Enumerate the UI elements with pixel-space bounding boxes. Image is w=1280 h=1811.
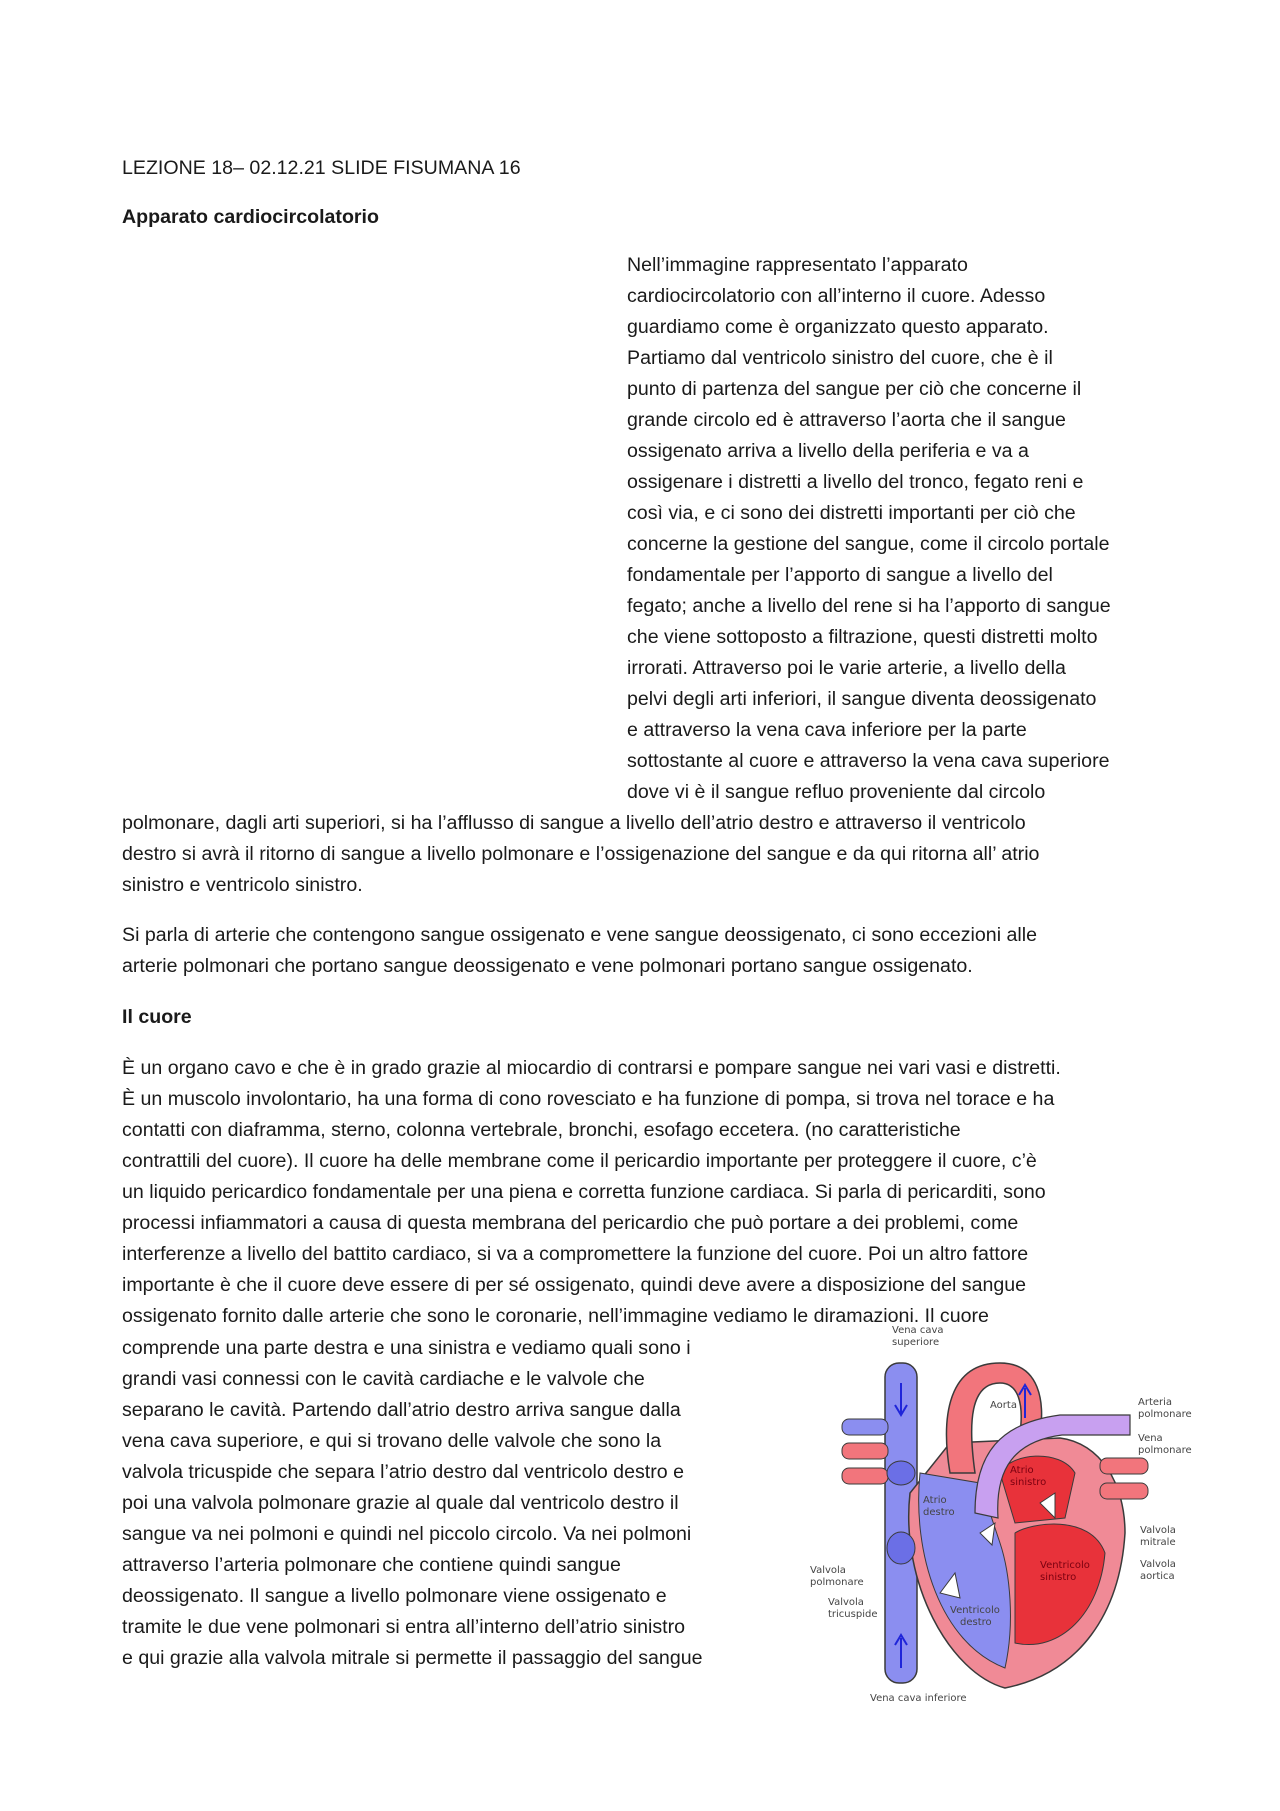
lesson-header: LEZIONE 18– 02.12.21 SLIDE FISUMANA 16 (122, 157, 521, 179)
heart-diagram (800, 1323, 1200, 1713)
pulmonary-vein-left-1 (842, 1443, 888, 1459)
label-atrio-sinistro-1: Atrio (1010, 1465, 1034, 1476)
text-line: valvola tricuspide che separa l’atrio destro dal ventricolo destro e (122, 1461, 684, 1483)
text-line: contatti con diaframma, sterno, colonna vertebrale, bronchi, esofago eccetera. (no caratteristiche (122, 1119, 961, 1141)
text-line: processi infiammatori a causa di questa membrana del pericardio che può portare a dei problemi, come (122, 1212, 1019, 1234)
intro-paragraph-continuation (122, 808, 1162, 901)
text-line: dove vi è il sangue refluo proveniente dal circolo (627, 781, 1046, 803)
text-line: così via, e ci sono dei distretti importanti per ciò che (627, 502, 1076, 524)
heart-paragraph-wrapped (122, 1333, 762, 1674)
label-valvola-polmonare-2: polmonare (810, 1577, 864, 1588)
valve-circle-lower (887, 1532, 915, 1564)
text-line: deossigenato. Il sangue a livello polmonare viene ossigenato e (122, 1585, 667, 1607)
pulmonary-vein-right-2 (1100, 1483, 1148, 1499)
label-atrio-destro-1: Atrio (923, 1495, 947, 1506)
label-vena-cava-sup-1: Vena cava (892, 1325, 944, 1336)
text-line: sinistro e ventricolo sinistro. (122, 874, 363, 896)
text-line: grandi vasi connessi con le cavità cardiache e le valvole che (122, 1368, 645, 1390)
text-line: vena cava superiore, e qui si trovano delle valvole che sono la (122, 1430, 662, 1452)
label-valvola-mitrale-1: Valvola (1140, 1525, 1176, 1536)
label-vena-cava-inferiore: Vena cava inferiore (870, 1693, 967, 1704)
text-line: È un muscolo involontario, ha una forma di cono rovesciato e ha funzione di pompa, si trova nel torace e ha (122, 1088, 1055, 1110)
label-valvola-tricuspide-1: Valvola (828, 1597, 864, 1608)
text-line: irrorati. Attraverso poi le varie arterie, a livello della (627, 657, 1066, 679)
text-line: cardiocircolatorio con all’interno il cuore. Adesso (627, 285, 1046, 307)
text-line: interferenze a livello del battito cardiaco, si va a compromettere la funzione del cuore. Poi un altro fattore (122, 1243, 1029, 1265)
pulmonary-vein-left-2 (842, 1468, 888, 1484)
label-ventricolo-destro-2: destro (960, 1617, 992, 1628)
text-line: È un organo cavo e che è in grado grazie al miocardio di contrarsi e pompare sangue nei vari vasi e distretti. (122, 1057, 1061, 1079)
text-line: guardiamo come è organizzato questo apparato. (627, 316, 1049, 338)
text-line: comprende una parte destra e una sinistra e vediamo quali sono i (122, 1337, 691, 1359)
text-line: poi una valvola polmonare grazie al quale dal ventricolo destro il (122, 1492, 679, 1514)
text-line: importante è che il cuore deve essere di per sé ossigenato, quindi deve avere a disposizione del sangue (122, 1274, 1027, 1296)
text-line: Partiamo dal ventricolo sinistro del cuore, che è il (627, 347, 1053, 369)
text-line: Si parla di arterie che contengono sangue ossigenato e vene sangue deossigenato, ci sono eccezioni alle (122, 924, 1038, 946)
label-vena-polmonare-2: polmonare (1138, 1445, 1192, 1456)
text-line: ossigenato fornito dalle arterie che sono le coronarie, nell’immagine vediamo le diramazioni. Il cuore (122, 1305, 989, 1327)
label-valvola-tricuspide-2: tricuspide (828, 1609, 878, 1620)
label-atrio-destro-2: destro (923, 1507, 955, 1518)
text-line: sottostante al cuore e attraverso la vena cava superiore (627, 750, 1110, 772)
text-line: e attraverso la vena cava inferiore per la parte (627, 719, 1027, 741)
text-line: contrattili del cuore). Il cuore ha delle membrane come il pericardio importante per proteggere il cuore, c’è (122, 1150, 1037, 1172)
text-line: separano le cavità. Partendo dall’atrio destro arriva sangue dalla (122, 1399, 681, 1421)
section-title-cuore: Il cuore (122, 1006, 192, 1028)
text-line: punto di partenza del sangue per ciò che concerne il (627, 378, 1082, 400)
pulmonary-vein-right-1 (1100, 1458, 1148, 1474)
text-line: fegato; anche a livello del rene si ha l’apporto di sangue (627, 595, 1111, 617)
label-atrio-sinistro-2: sinistro (1010, 1477, 1047, 1488)
arteries-veins-paragraph (122, 920, 1162, 982)
text-line: concerne la gestione del sangue, come il circolo portale (627, 533, 1110, 555)
pulmonary-artery-left (842, 1419, 888, 1435)
label-ventricolo-sinistro-1: Ventricolo (1040, 1560, 1090, 1571)
label-vena-cava-sup-2: superiore (892, 1337, 940, 1348)
text-line: attraverso l’arteria polmonare che contiene quindi sangue (122, 1554, 621, 1576)
text-line: destro si avrà il ritorno di sangue a livello polmonare e l’ossigenazione del sangue e da qui ritorna all’ atrio (122, 843, 1040, 865)
text-line: grande circolo ed è attraverso l’aorta che il sangue (627, 409, 1066, 431)
section-title-apparato: Apparato cardiocircolatorio (122, 206, 379, 228)
label-valvola-mitrale-2: mitrale (1140, 1537, 1176, 1548)
text-line: ossigenare i distretti a livello del tronco, fegato reni e (627, 471, 1084, 493)
label-arteria-polmonare-1: Arteria (1138, 1397, 1173, 1408)
text-line: e qui grazie alla valvola mitrale si permette il passaggio del sangue (122, 1647, 703, 1669)
heart-paragraph (122, 1053, 1162, 1332)
text-line: arterie polmonari che portano sangue deossigenato e vene polmonari portano sangue ossigenato. (122, 955, 973, 977)
intro-paragraph-wrapped (627, 250, 1167, 808)
label-valvola-aortica-1: Valvola (1140, 1559, 1176, 1570)
text-line: tramite le due vene polmonari si entra all’interno dell’atrio sinistro (122, 1616, 686, 1638)
valve-circle-upper (887, 1461, 915, 1485)
label-arteria-polmonare-2: polmonare (1138, 1409, 1192, 1420)
label-valvola-polmonare-1: Valvola (810, 1565, 846, 1576)
text-line: fondamentale per l’apporto di sangue a livello del (627, 564, 1053, 586)
label-ventricolo-sinistro-2: sinistro (1040, 1572, 1077, 1583)
label-vena-polmonare-1: Vena (1138, 1433, 1163, 1444)
heart-diagram-svg (800, 1323, 1200, 1713)
figure-placeholder (122, 250, 612, 810)
text-line: pelvi degli arti inferiori, il sangue diventa deossigenato (627, 688, 1097, 710)
label-valvola-aortica-2: aortica (1140, 1571, 1175, 1582)
text-line: che viene sottoposto a filtrazione, questi distretti molto (627, 626, 1098, 648)
text-line: ossigenato arriva a livello della periferia e va a (627, 440, 1029, 462)
label-ventricolo-destro-1: Ventricolo (950, 1605, 1000, 1616)
label-aorta: Aorta (990, 1400, 1017, 1411)
text-line: sangue va nei polmoni e quindi nel piccolo circolo. Va nei polmoni (122, 1523, 692, 1545)
text-line: Nell’immagine rappresentato l’apparato (627, 254, 968, 276)
text-line: un liquido pericardico fondamentale per una piena e corretta funzione cardiaca. Si parla di pericarditi, sono (122, 1181, 1046, 1203)
text-line: polmonare, dagli arti superiori, si ha l’afflusso di sangue a livello dell’atrio destro e attraverso il ventricolo (122, 812, 1026, 834)
